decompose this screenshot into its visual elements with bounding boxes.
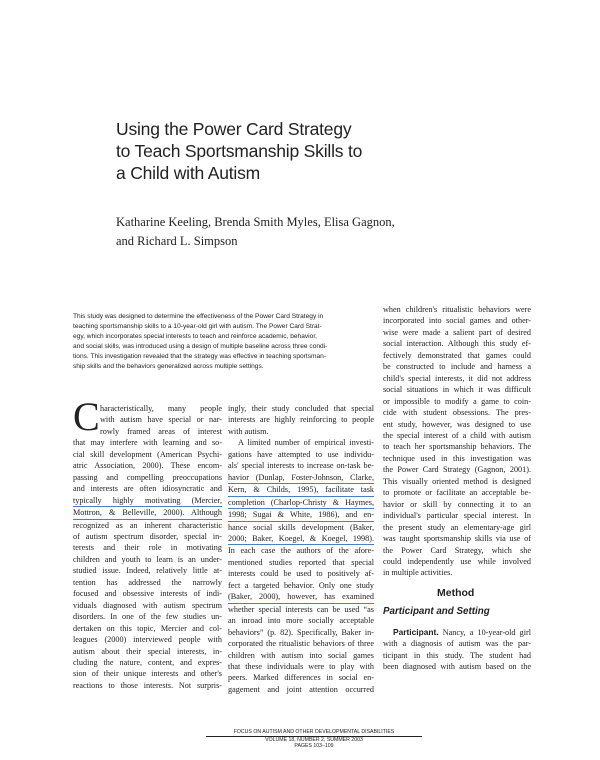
journal-volume: VOLUME 18, NUMBER 2, SUMMER 2003	[265, 736, 363, 743]
body-line-text: Nancy, a 10-year-old girl	[442, 628, 531, 637]
abstract-line: ship skills and the behaviors generalized across multiple settings.	[73, 362, 264, 370]
body-line: whether special interests can be used “as	[228, 604, 374, 614]
abstract-line: teaching sportsmanship skills to a 10-year-old girl with autism. The Power Card Strat-	[73, 322, 322, 330]
body-line: A limited number of empirical investi-	[238, 438, 374, 448]
body-line: social situations in which it was difficult	[383, 385, 531, 395]
body-line: This visually oriented method is designed	[383, 476, 531, 486]
citation-link[interactable]: (Baker, 2000), however, has examined	[228, 591, 374, 603]
body-line: to promote or facilitate an acceptable be-	[383, 488, 531, 498]
body-line: incorporated into social games and other-	[383, 316, 531, 326]
body-line: individual's particular special interest. In	[383, 511, 531, 521]
abstract-line: and social skills, was introduced using a design of multiple baseline across three condi-	[73, 342, 328, 350]
body-line: technique used in this investigation was	[383, 453, 531, 463]
body-line: with a diagnosis of autism was the par-	[383, 639, 531, 649]
body-line: gations have attempted to use individu-	[228, 449, 374, 459]
body-line: ticipant in this study. The student had	[383, 650, 531, 660]
body-column-2	[228, 403, 374, 695]
body-line: the Power Card Strategy (Gagnon, 2001).	[383, 465, 531, 475]
body-column-3	[383, 304, 531, 579]
drop-cap: C	[73, 394, 100, 439]
body-line: of autism spectrum disorder, special in-	[73, 531, 222, 541]
body-line: havior or skill by connecting it to an	[383, 499, 531, 509]
body-line: or impossible to modify a game to coin-	[383, 396, 531, 406]
title-line: a Child with Autism	[116, 163, 261, 183]
author-line: Katharine Keeling, Brenda Smith Myles, Elisa Gagnon,	[116, 215, 395, 229]
journal-pages: PAGES 103–109	[294, 743, 334, 750]
body-line: haracteristically, many people	[100, 404, 222, 413]
citation-link[interactable]: 1998; Sugai & White, 1986), and en-	[228, 509, 374, 521]
body-line: viduals diagnosed with autism spectrum	[73, 600, 222, 610]
body-line: tention has addressed the narrowly	[73, 577, 222, 587]
body-line: been diagnosed with autism based on the	[383, 662, 531, 672]
body-line: rowly framed areas of interest	[100, 426, 222, 436]
body-line: als' special interests to increase on-task be-	[228, 461, 374, 471]
body-line: reactions to those interests. Not surpris-	[73, 680, 222, 690]
body-line: that these individuals were to play with	[228, 661, 374, 671]
body-line: when children's ritualistic behaviors were	[383, 305, 531, 314]
body-line: interests could be used to positively af-	[228, 569, 374, 579]
article-title	[116, 118, 416, 184]
body-line: the special interest of a child with autism	[383, 430, 531, 440]
body-column-3-continued	[383, 627, 531, 673]
abstract	[73, 312, 373, 371]
body-line: passing and compelling preoccupations	[73, 472, 222, 482]
body-line: gagement and joint attention occurred	[228, 684, 374, 694]
body-line: cluding the nature, content, and expres-	[73, 657, 222, 667]
body-line: studied issue. Indeed, relatively little at-	[73, 566, 222, 576]
body-line: corporated the ritualistic behaviors of three	[228, 639, 374, 649]
body-line: fect a targeted behavior. Only one study	[228, 580, 374, 590]
body-line: ent study, however, was designed to use	[383, 419, 531, 429]
body-line: fectively demonstrated that games could	[383, 350, 531, 360]
body-line: children and youth to learn is an under-	[73, 554, 222, 564]
body-line: atric Association, 2000). These encom-	[73, 461, 222, 471]
citation-link[interactable]: completion (Charlop-Christy & Haymes,	[228, 497, 374, 509]
body-line: mentioned studies reported that special	[228, 557, 374, 567]
body-line: focused and obsessive interests of indi-	[73, 589, 222, 599]
body-line: with autism have special or nar-	[100, 415, 222, 425]
body-line: social interaction. Although this study ef-	[383, 339, 531, 349]
body-line: wise were made a salient part of desired	[383, 327, 531, 337]
body-line: to teach her sportsmanship behaviors. The	[383, 442, 531, 452]
citation-link[interactable]: Mottron, & Belleville, 2000). Although	[73, 507, 222, 519]
body-line: in multiple activities.	[383, 568, 453, 578]
body-line: be constructed to include and harness a	[383, 362, 531, 372]
body-line: ingly, their study concluded that special	[228, 404, 374, 413]
citation-link[interactable]: 2000; Baker, Koegel, & Koegel, 1998).	[228, 533, 374, 545]
body-line: an inroad into more socially acceptable	[228, 616, 374, 626]
body-line: interests are highly reinforcing to people	[228, 415, 374, 425]
body-line: child's special interests, it did not address	[383, 373, 531, 383]
citation-link[interactable]: typically highly motivating (Mercier,	[73, 495, 222, 507]
body-column-1	[73, 403, 222, 691]
body-line	[383, 627, 531, 638]
body-line: hance social skills development (Baker,	[228, 522, 374, 532]
body-line: was taught sportsmanship skills via use of	[383, 534, 531, 544]
citation-link[interactable]: Kern, & Childs, 1995), facilitate task	[228, 484, 374, 496]
body-line: and interests are often idiosyncratic and	[73, 484, 222, 494]
abstract-line: egy, which incorporates special interests to teach and reinforce academic, behavior,	[73, 332, 317, 340]
journal-name: FOCUS ON AUTISM AND OTHER DEVELOPMENTAL DISABILITIES	[233, 729, 395, 735]
body-line: children with autism into social games	[228, 650, 374, 660]
body-line: cide with student obsessions. The pres-	[383, 408, 531, 418]
body-line: disorders. In one of the few studies un-	[73, 612, 222, 622]
body-line: autism about their special interests, in-	[73, 646, 222, 656]
body-line: the Power Card Strategy, which she	[383, 545, 531, 555]
abstract-line: This study was designed to determine the effectiveness of the Power Card Strategy in	[73, 313, 324, 320]
body-line: sion of their unique interests and other's	[73, 669, 222, 679]
author-line: and Richard L. Simpson	[116, 234, 238, 248]
abstract-line: tions. This investigation revealed that the strategy was effective in teaching sportsman-	[73, 352, 327, 360]
participant-setting-heading: Participant and Setting	[383, 606, 490, 617]
author-list	[116, 213, 416, 251]
body-line: cial skill development (American Psychi-	[73, 449, 222, 459]
body-line: peers. Marked differences in social en-	[228, 673, 374, 683]
citation-link[interactable]: havior (Dunlap, Foster-Johnson, Clarke,	[228, 472, 374, 484]
body-line: terests and their role in motivating	[73, 543, 222, 553]
body-line: behaviors” (p. 82). Specifically, Baker in-	[228, 627, 374, 637]
body-line: In each case the authors of the afore-	[228, 546, 374, 556]
journal-footer	[200, 729, 428, 750]
body-line: with autism.	[228, 426, 269, 436]
body-line: the present study an elementary-age girl	[383, 522, 531, 532]
body-line: could independently use while involved	[383, 556, 531, 566]
body-line: that may interfere with learning and so-	[73, 438, 222, 448]
title-line: Using the Power Card Strategy	[116, 119, 352, 139]
method-heading: Method	[437, 587, 475, 599]
title-line: to Teach Sportsmanship Skills to	[116, 141, 363, 161]
participant-runin-heading: Participant.	[393, 627, 439, 637]
body-line: recognized as an inherent characteristic	[73, 520, 222, 530]
body-line: dertaken on this topic, Mercier and col-	[73, 623, 222, 633]
body-line: leagues (2000) interviewed people with	[73, 635, 222, 645]
